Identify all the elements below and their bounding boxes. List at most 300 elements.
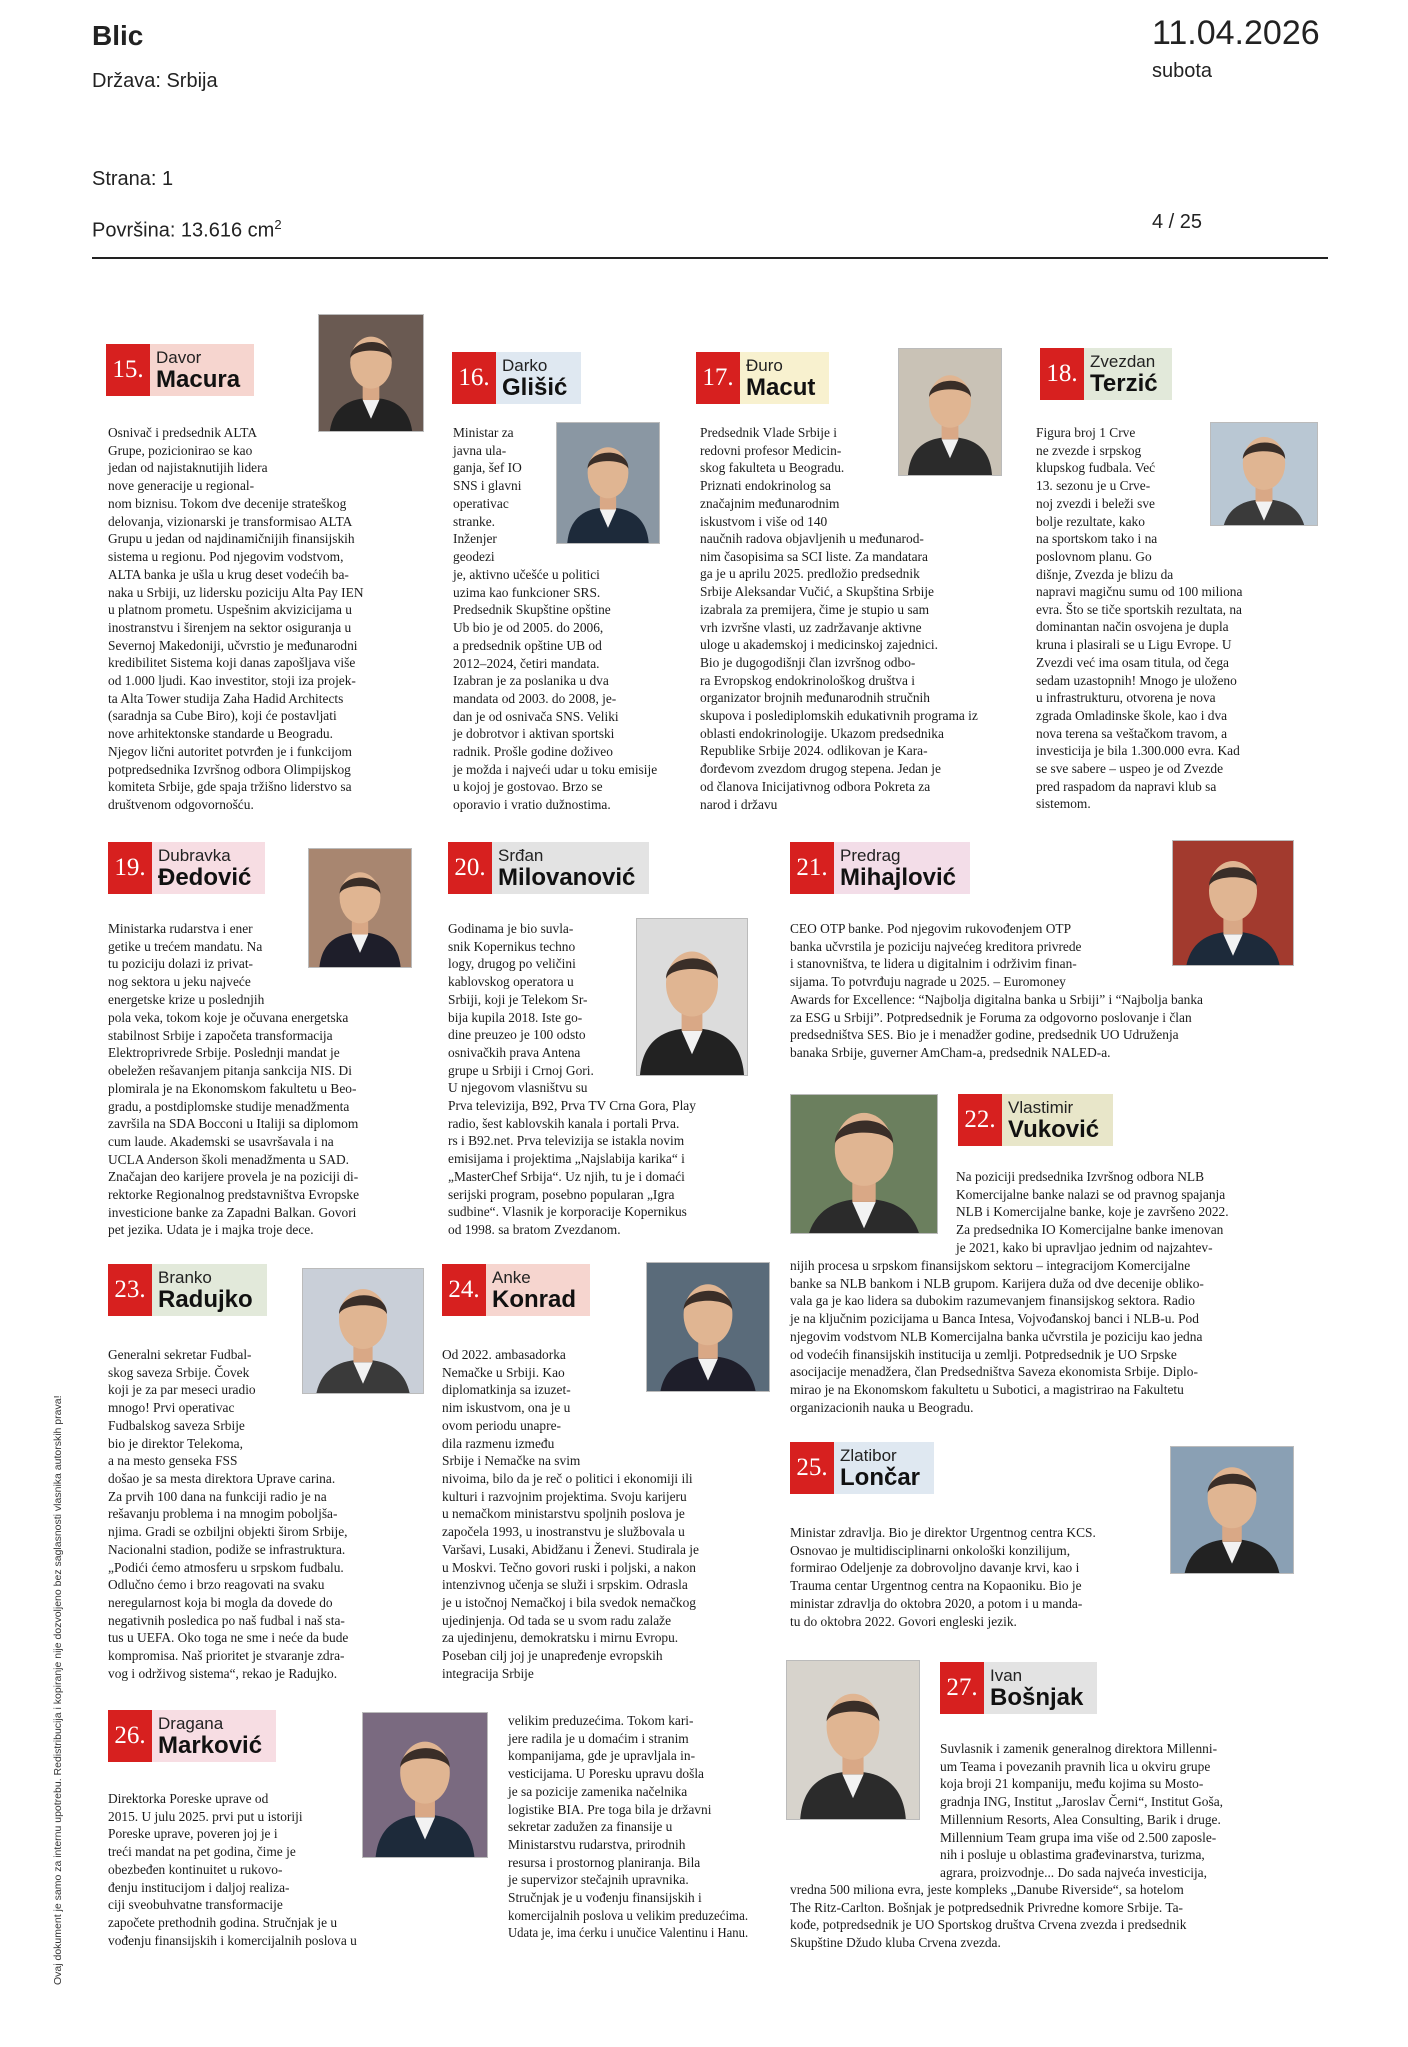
text-line: je možda i najveći udar u toku emisije [453, 761, 658, 777]
text-line: Fudbalskog saveza Srbije [108, 1417, 245, 1433]
name-label [486, 1264, 590, 1316]
text-line: Predsednik Skupštine opštine [453, 602, 611, 618]
text-line: logistike BIA. Pre toga bila je državni [508, 1801, 712, 1817]
text-line: Ministarka rudarstva i ener [108, 921, 253, 936]
text-line: za ESG u Srbiji”. Potpredsednik je Foruma za odgovorno poslovanje i član [790, 1009, 1192, 1025]
text-line: delovanja, vizionarski je transformisao ALTA [108, 513, 353, 529]
text-line: je dobrotvor i aktivan sportski [453, 726, 615, 742]
text-line: Od 2022. ambasadorka [442, 1347, 566, 1362]
text-line: bolje rezultate, kako [1036, 513, 1145, 529]
text-line: ta Alta Tower studija Zaha Hadid Architects [108, 690, 344, 706]
text-line: snik Kopernikus techno [448, 938, 576, 954]
text-line: Ub bio je od 2005. do 2006, [453, 620, 604, 636]
last-name: Radujko [158, 1286, 253, 1313]
first-name: Darko [502, 356, 548, 375]
text-line: a na mesto genseka FSS [108, 1453, 238, 1469]
text-line: Bio je dugogodišnji član izvršnog odbo- [700, 654, 916, 670]
text-line: je supervizor stečajnih upravnika. [508, 1872, 689, 1888]
text-line: nih i posluje u oblastima građevinarstva, turizma, [940, 1847, 1205, 1863]
rank-name-tag [442, 1264, 590, 1316]
text-line: ra Evropskog endokrinološkog društva i [700, 672, 915, 688]
name-label [496, 352, 581, 404]
text-line: vala ga je kao lidera sa dubokim razumevanjem finansijskog sektora. Radio [790, 1293, 1195, 1309]
text-line: Elektroprivrede Srbije. Poslednji mandat je [108, 1045, 340, 1061]
rank-number: 25. [790, 1442, 834, 1494]
text-line: zgrada Omladinske škole, kao i dva [1036, 707, 1228, 723]
rank-name-tag [108, 842, 265, 894]
text-line: Za predsednika IO Komercijalne banke imenovan [956, 1222, 1224, 1238]
rank-name-tag [790, 1442, 934, 1494]
text-line: oblasti endokrinologije. Ukazom predsednika [700, 725, 944, 741]
text-line: naka u Srbiji, uz lidersku poziciju Alta Pay IEN [108, 584, 364, 600]
text-line: koja broji 21 kompaniju, među kojima su Mosto- [940, 1776, 1204, 1792]
text-line: Udata je, ima ćerku i unučice Valentinu i Hanu. [508, 1925, 749, 1941]
rank-name-tag [1040, 348, 1172, 400]
text-line: Srbiji, koji je Telekom Sr- [448, 991, 588, 1007]
name-label [1002, 1094, 1113, 1146]
page-label: Strana: 1 [92, 168, 174, 190]
text-line: sedam uzastopnih! Mnogo je uloženo [1036, 672, 1237, 688]
text-line: stabilnost Srbije i započeta transformacija [108, 1027, 333, 1043]
text-line: Godinama je bio suvla- [448, 921, 574, 936]
first-name: Đuro [746, 356, 783, 375]
text-line: kruna i plasirali se u Ligu Evrope. U [1036, 637, 1232, 653]
rank-number: 16. [452, 352, 496, 404]
text-line: potpredsednika Izvršnog odbora Olimpijskog [108, 761, 351, 777]
portrait-photo-icon [318, 314, 424, 432]
profile-text [956, 1168, 1296, 1257]
profile-text-column-2 [508, 1712, 748, 1942]
name-label [152, 1710, 276, 1762]
text-line: Srbije Aleksandar Vučić, a Skupština Srbije [700, 584, 934, 600]
text-line: komercijalnih poslova u velikim preduzećima. [508, 1907, 749, 1923]
text-line: kulturi i razvojnim projektima. Svoju karijeru [442, 1488, 687, 1504]
portrait-photo-icon [636, 918, 748, 1076]
text-line: Zvezdi već ima osam titula, od čega [1036, 654, 1229, 670]
text-line: inostranstvu i širenjem na sektor osiguranja u [108, 619, 352, 635]
profile-text [108, 1914, 418, 1949]
first-name: Zlatibor [840, 1446, 897, 1465]
text-line: vog i održivog sistema“, rekao je Radujko. [108, 1665, 338, 1681]
text-line: resursa i prostornog planiranja. Bila [508, 1854, 701, 1870]
text-line: Suvlasnik i zamenik generalnog direktora Millenni- [940, 1741, 1218, 1756]
profile-text [1036, 424, 1201, 583]
text-line: Millennium Resorts, Alea Consulting, Barik i druge. [940, 1811, 1221, 1827]
text-line: Za prvih 100 dana na funkciji radio je na [108, 1488, 327, 1504]
last-name: Mihajlović [840, 864, 957, 891]
name-label [1084, 348, 1172, 400]
text-line: gradu, a postdiplomske studije menadžmenta [108, 1098, 350, 1114]
text-line: (saradnja sa Cube Biro), koji će postavljati [108, 708, 337, 724]
text-line: ALTA banka je ušla u krug deset vodećih ba- [108, 566, 349, 582]
name-label [150, 344, 254, 396]
text-line: operativac [453, 495, 509, 511]
profile-text [453, 566, 663, 814]
text-line: ne zvezde i srpskog [1036, 442, 1142, 458]
text-line: klupskog fudbala. Već [1036, 460, 1156, 476]
rank-number: 27. [940, 1662, 984, 1714]
text-line: sistema u regionu. Pod njegovim vodstvom, [108, 549, 344, 565]
copyright-notice: Ovaj dokument je samo za internu upotrebu. Redistribucija i kopiranje nije dozvoljeno bez saglasnosti vlasnika autorskih prava! [52, 1395, 64, 1985]
last-name: Konrad [492, 1286, 576, 1313]
profile-text [453, 424, 543, 566]
text-line: organizacionih nauka u Beogradu. [790, 1399, 974, 1415]
text-line: asocijacije menadžera, član Predsedništva Saveza ekonomista Srbije. Diplo- [790, 1364, 1198, 1380]
text-line: nove generacije u regional- [108, 478, 255, 494]
area-label [92, 217, 282, 243]
first-name: Dubravka [158, 846, 231, 865]
text-line: velikim preduzećima. Tokom kari- [508, 1713, 694, 1728]
text-line: energetske krize u poslednjih [108, 991, 265, 1007]
text-line: je u istočnoj Nemačkoj i bila svedok nemačkog [442, 1594, 696, 1610]
rank-name-tag [790, 842, 970, 894]
text-line: je, aktivno učešće u politici [453, 567, 600, 582]
profile-text [700, 424, 890, 530]
rank-name-tag [448, 842, 649, 894]
text-line: sekretar zadužen za finansije u [508, 1819, 673, 1835]
rank-name-tag [940, 1662, 1097, 1714]
text-line: nim iskustvom, ona je u [442, 1400, 571, 1416]
text-line: banke sa NLB bankom i NLB grupom. Karijera duža od dve decenije obliko- [790, 1275, 1204, 1291]
text-line: je sa pozicije zamenika načelnika [508, 1783, 688, 1799]
first-name: Dragana [158, 1714, 224, 1733]
portrait-photo-icon [302, 1268, 424, 1394]
text-line: na sportskom tako i na [1036, 531, 1158, 547]
profile-text [108, 424, 288, 495]
first-name: Anke [492, 1268, 531, 1287]
text-line: treći mandat na pet godina, čime je [108, 1844, 296, 1860]
text-line: đorđevom zvezdom drugog stepena. Jedan je [700, 761, 941, 777]
name-label [834, 842, 970, 894]
last-name: Marković [158, 1732, 263, 1759]
text-line: započete prethodnih godina. Stručnjak je u [108, 1915, 338, 1930]
text-line: investicione banke za Zapadni Balkan. Govori [108, 1204, 357, 1220]
portrait-photo-icon [1210, 422, 1318, 526]
portrait-photo-icon [556, 422, 660, 544]
text-line: Grupu u jedan od najdinamičnijih finansijskih [108, 531, 355, 547]
text-line: vođenju finansijskih i komercijalnih poslova u [108, 1932, 357, 1948]
text-line: od 1998. sa bratom Zvezdanom. [448, 1221, 621, 1237]
rank-name-tag [696, 352, 829, 404]
text-line: završila na SDA Bocconi u Italiji sa diplomom [108, 1116, 359, 1132]
text-line: Priznati endokrinolog sa [700, 478, 831, 494]
text-line: grupe u Srbiji i Crnoj Gori. [448, 1062, 594, 1078]
profile-text [700, 530, 1004, 813]
text-line: Značajan deo karijere provela je na poziciji di- [108, 1169, 359, 1185]
rank-name-tag [452, 352, 581, 404]
text-line: 2012–2024, četiri mandata. [453, 655, 600, 671]
text-line: investicija je bila 1.300.000 evra. Kad [1036, 743, 1240, 759]
text-line: oporavio i vratio dužnostima. [453, 797, 611, 813]
rank-number: 19. [108, 842, 152, 894]
text-line: mandata od 2003. do 2008, je- [453, 690, 617, 706]
text-line: od članova Inicijativnog odbora Pokreta za [700, 778, 931, 794]
text-line: banaka Srbije, guverner AmCham-a, predsednik NALED-a. [790, 1045, 1111, 1061]
text-line: vredna 500 miliona evra, jeste kompleks „Danube Riverside“, sa hotelom [790, 1882, 1184, 1897]
profile-text [1036, 583, 1336, 813]
text-line: Direktorka Poreske uprave od [108, 1791, 269, 1806]
text-line: cum laude. Akademski se usavršavala i na [108, 1133, 334, 1149]
text-line: pred raspadom da napravi klub sa [1036, 778, 1217, 794]
text-line: bio je direktor Telekoma, [108, 1435, 243, 1451]
text-line: obezbeđen kontinuitet u rukovo- [108, 1861, 283, 1877]
text-line: Osnovao je multidisciplinarni onkološki konzilijum, [790, 1542, 1071, 1558]
text-line: u kojoj je gostovao. Brzo se [453, 779, 603, 795]
last-name: Bošnjak [990, 1684, 1084, 1711]
text-line: rešavanju problema i na mnogim poboljša- [108, 1506, 338, 1522]
text-line: logy, drugog po veličini [448, 956, 576, 972]
text-line: nove arhitektonske standarde u Beogradu. [108, 726, 333, 742]
issue-weekday: subota [1152, 60, 1213, 82]
text-line: koji je za par meseci uradio [108, 1382, 256, 1398]
portrait-photo-icon [1170, 1446, 1294, 1574]
text-line: Odlučno ćemo i brzo reagovati na svaku [108, 1577, 325, 1593]
name-label [740, 352, 829, 404]
text-line: skog saveza Srbije. Čovek [108, 1364, 250, 1380]
rank-number: 23. [108, 1264, 152, 1316]
text-line: serijski program, posebno popularan „Igra [448, 1186, 675, 1202]
text-line: radio, šest kablovskih kanala i portali Prva. [448, 1115, 680, 1131]
text-line: integracija Srbije [442, 1665, 534, 1681]
text-line: kompanijama, gde je upravljala in- [508, 1748, 696, 1764]
name-label [984, 1662, 1097, 1714]
text-line: đenju institucijom i daljoj realiza- [108, 1879, 290, 1895]
text-line: ga je u aprilu 2025. predložio predsednik [700, 566, 920, 582]
first-name: Vlastimir [1008, 1098, 1074, 1117]
text-line: Nemačke u Srbiji. Kao [442, 1364, 565, 1380]
text-line: dila razmenu između [442, 1435, 555, 1451]
rank-number: 26. [108, 1710, 152, 1762]
text-line: evra. Što se tiče sportskih rezultata, na [1036, 601, 1242, 617]
text-line: banka učvrstila je poziciju najvećeg kreditora privrede [790, 938, 1082, 954]
rank-number: 22. [958, 1094, 1002, 1146]
text-line: Ministarstvu rudarstva, prirodnih [508, 1836, 686, 1852]
text-line: uloge u akademskoj i medicinskoj zajednici. [700, 637, 938, 653]
text-line: Komercijalne banke nalazi se od pravnog spajanja [956, 1186, 1226, 1202]
text-line: od vodećih finansijskih institucija u zemlji. Potpredsednik je UO Srpske [790, 1346, 1177, 1362]
last-name: Vuković [1008, 1116, 1100, 1143]
text-line: naučnih radova objavljenih u međunarod- [700, 531, 924, 546]
text-line: nog sektora u jeku najveće [108, 974, 251, 990]
text-line: um Teama i povezanih pravnih lica u okviru grupe [940, 1758, 1211, 1774]
text-line: Predsednik Vlade Srbije i [700, 425, 837, 440]
text-line: geodezi [453, 548, 495, 564]
text-line: nim časopisima sa SCI liste. Za mandatara [700, 548, 928, 564]
name-label [834, 1442, 934, 1494]
text-line: sijama. To potvrđuju nagrade u 2025. – Euromoney [790, 974, 1066, 990]
text-line: diplomatkinja sa izuzet- [442, 1382, 571, 1398]
text-line: nom biznisu. Tokom dve decenije strateškog [108, 496, 347, 511]
text-line: The Ritz-Carlton. Bošnjak je potpredsednik Privredne komore Srbije. Ta- [790, 1899, 1184, 1915]
text-line: ministar zdravlja do oktobra 2020, a potom i u manda- [790, 1595, 1083, 1611]
text-line: se sve sabere – uspeo je od Zvezde [1036, 761, 1224, 777]
rank-name-tag [108, 1710, 276, 1762]
text-line: „MasterChef Srbija“. Uz njih, tu je i domaći [448, 1168, 685, 1184]
text-line: Severnoj Makedoniji, učvrstio je međunarodni [108, 637, 358, 653]
text-line: nivoima, bilo da je reč o politici i ekonomiji ili [442, 1471, 693, 1486]
text-line: jedan od najistaknutijih lidera [108, 460, 268, 476]
text-line: u nemačkom ministarstvu spoljnih poslova je [442, 1506, 685, 1522]
text-line: Republike Srbije 2024. odlikovan je Kara- [700, 743, 928, 759]
text-line: kompromisa. Naš prioritet je stvaranje zdra- [108, 1648, 345, 1664]
text-line: ujedinjenja. Od tada se u svom radu zalaže [442, 1612, 672, 1628]
text-line: a predsednik opštine UB od [453, 637, 602, 653]
text-line: emisijama i projektima „Najslabija karika“ i [448, 1151, 685, 1167]
rank-number: 20. [448, 842, 492, 894]
portrait-photo-icon [1172, 840, 1294, 966]
text-line: negativnih posledica po naš fudbal i naš sta- [108, 1612, 345, 1628]
text-line: tus u UEFA. Oko toga ne sme i neće da bude [108, 1630, 349, 1646]
text-line: Trauma centar Urgentnog centra na Kopaoniku. Bio je [790, 1578, 1082, 1594]
text-line: stranke. [453, 513, 496, 529]
text-line: CEO OTP banke. Pod njegovim rukovođenjem OTP [790, 921, 1072, 936]
text-line: Ministar za [453, 425, 514, 440]
text-line: ganja, šef IO [453, 460, 522, 476]
text-line: UCLA Anderson školi menadžmenta u SAD. [108, 1151, 350, 1167]
text-line: Generalni sekretar Fudbal- [108, 1347, 252, 1362]
portrait-photo-icon [646, 1262, 770, 1392]
rank-number: 18. [1040, 348, 1084, 400]
text-line: ciji sveobuhvatne transformacije [108, 1897, 283, 1913]
profile-text [448, 1097, 748, 1239]
text-line: Ministar zdravlja. Bio je direktor Urgentnog centra KCS. [790, 1525, 1096, 1540]
publication-name: Blic [92, 20, 144, 51]
country-label: Država: Srbija [92, 70, 218, 92]
text-line: je 2021, kako bi upravljao jednim od najzahtev- [956, 1239, 1213, 1255]
text-line: dominantan način osvojena je dupla [1036, 619, 1229, 635]
text-line: komiteta Srbije, gde spaja tržišno liderstvo sa [108, 779, 352, 795]
text-line: vrh izvršne vlasti, uz zadržavanje aktivne [700, 619, 922, 635]
name-label [492, 842, 649, 894]
last-name: Milovanović [498, 864, 636, 891]
text-line: agrara, proizvodnje... Do sada najveća investicija, [940, 1864, 1207, 1880]
text-line: njima. Gradi se ozbiljni objekti širom Srbije, [108, 1524, 348, 1540]
profile-text [108, 1346, 298, 1470]
last-name: Glišić [502, 374, 568, 401]
profile-text [790, 1257, 1290, 1416]
text-line: 2015. U julu 2025. prvi put u istoriji [108, 1808, 303, 1824]
text-line: osnivačkih prava Antena [448, 1044, 581, 1060]
portrait-photo-icon [790, 1094, 938, 1234]
last-name: Lončar [840, 1464, 921, 1491]
text-line: dine preuzeo je 100 odsto [448, 1027, 586, 1043]
text-line: redovni profesor Medicin- [700, 442, 842, 458]
profile-text [108, 1009, 408, 1239]
profile-text [940, 1740, 1290, 1882]
name-label [152, 842, 265, 894]
text-line: Stručnjak je u vođenju finansijskih i [508, 1890, 702, 1906]
header-divider [92, 257, 1328, 259]
text-line: Awards for Excellence: “Najbolja digitalna banka u Srbiji” i “Najbolja banka [790, 992, 1203, 1007]
text-line: njegovim vodstvom NLB Komercijalna banka učvrstila je poziciju kao jedna [790, 1328, 1203, 1344]
text-line: izabrala za premijera, čime je stupio u sam [700, 601, 930, 617]
text-line: u platnom prometu. Uspešnim akvizicijama u [108, 602, 352, 618]
portrait-photo-icon [786, 1660, 920, 1820]
text-line: SNS i glavni [453, 478, 522, 494]
first-name: Branko [158, 1268, 212, 1287]
text-line: vesticijama. U Poresku upravu došla [508, 1766, 704, 1782]
text-line: od 1.000 ljudi. Kao investitor, stoji iza projek- [108, 673, 356, 689]
area-unit-exponent: 2 [274, 217, 282, 232]
text-line: Prva televizija, B92, Prva TV Crna Gora, Play [448, 1098, 696, 1113]
text-line: Poseban cilj joj je unapređenje evropskih [442, 1648, 663, 1664]
rank-number: 17. [696, 352, 740, 404]
text-line: kredibilitet Sistema koji danas zapošljava više [108, 655, 356, 671]
last-name: Terzić [1090, 370, 1158, 397]
text-line: značajnim međunarodnim [700, 495, 840, 511]
profile-text [442, 1470, 750, 1682]
text-line: radnik. Prošle godine doživeo [453, 744, 613, 760]
text-line: dan je od osnivača SNS. Veliki [453, 708, 619, 724]
text-line: Na poziciji predsednika Izvršnog odbora NLB [956, 1169, 1205, 1184]
page-counter: 4 / 25 [1152, 211, 1203, 233]
rank-number: 24. [442, 1264, 486, 1316]
text-line: za ujedinjenu, demokratsku i mirnu Evropu. [442, 1630, 679, 1646]
portrait-photo-icon [898, 348, 1002, 476]
text-line: gradnja ING, Institut „Jaroslav Černi“, Institut Goša, [940, 1794, 1224, 1810]
text-line: intenzivnog učenja se služi i srpskim. Odrasla [442, 1577, 688, 1593]
rank-name-tag [108, 1264, 267, 1316]
text-line: mnogo! Prvi operativac [108, 1400, 235, 1416]
text-line: skupova i poslediplomskih edukativnih programa iz [700, 708, 978, 724]
text-line: tu do oktobra 2022. Govori engleski jezik. [790, 1613, 1017, 1629]
text-line: dišnje, Zvezda je blizu da [1036, 566, 1174, 582]
profile-text [108, 1790, 348, 1914]
first-name: Zvezdan [1090, 352, 1156, 371]
text-line: 13. sezonu je u Crve- [1036, 478, 1151, 494]
text-line: rs i B92.net. Prva televizija se istakla novim [448, 1133, 685, 1149]
rank-number: 15. [106, 344, 150, 396]
profile-text [790, 1881, 1290, 1952]
text-line: obeležen rešavanjem pitanja sankcija NIS. Di [108, 1063, 352, 1079]
profile-text [790, 991, 1290, 1062]
text-line: Osnivač i predsednik ALTA [108, 425, 258, 440]
text-line: Figura broj 1 Crve [1036, 425, 1136, 440]
text-line: plomirala je na Ekonomskom fakultetu u Beo- [108, 1080, 357, 1096]
text-line: Srbije i Nemačke na svim [442, 1453, 581, 1469]
text-line: Izabran je za poslanika u dva [453, 673, 609, 689]
profile-text [108, 920, 298, 1009]
first-name: Srđan [498, 846, 544, 865]
last-name: Macut [746, 374, 816, 401]
text-line: neregularnost koja bi mogla da dovede do [108, 1594, 333, 1610]
portrait-photo-icon [362, 1712, 488, 1858]
name-label [152, 1264, 267, 1316]
text-line: pet jezika. Udata je i majka troje dece. [108, 1222, 314, 1238]
text-line: iskustvom i više od 140 [700, 513, 828, 529]
text-line: formirao Odeljenje za dobrovoljno davanje krvi, kao i [790, 1560, 1080, 1576]
text-line: u infrastrukturu, otvorena je nova [1036, 690, 1216, 706]
text-line: NLB i Komercijalne banke, koje je završeno 2022. [956, 1204, 1229, 1220]
text-line: Millennium Team grupa ima više od 2.500 zaposle- [940, 1829, 1217, 1845]
text-line: rektorke Regionalnog predstavništva Evropske [108, 1187, 360, 1203]
portrait-photo-icon [308, 848, 412, 968]
last-name: Đedović [158, 864, 252, 891]
text-line: Varšavi, Lusaki, Abidžanu i Ženevi. Studirala je [442, 1541, 699, 1557]
text-line: kablovskog operatora u [448, 974, 574, 990]
text-line: „Podići ćemo atmosferu u srpskom fudbalu. [108, 1559, 344, 1575]
text-line: sistemom. [1036, 796, 1091, 812]
profile-text [448, 920, 628, 1097]
text-line: i stanovništva, te lidera u digitalnim i održivim finan- [790, 956, 1077, 972]
profile-text [790, 1524, 1160, 1630]
rank-number: 21. [790, 842, 834, 894]
first-name: Predrag [840, 846, 901, 865]
text-line: javna ula- [453, 442, 507, 458]
last-name: Macura [156, 366, 241, 393]
area-value: Površina: 13.616 cm [92, 219, 275, 242]
first-name: Davor [156, 348, 202, 367]
